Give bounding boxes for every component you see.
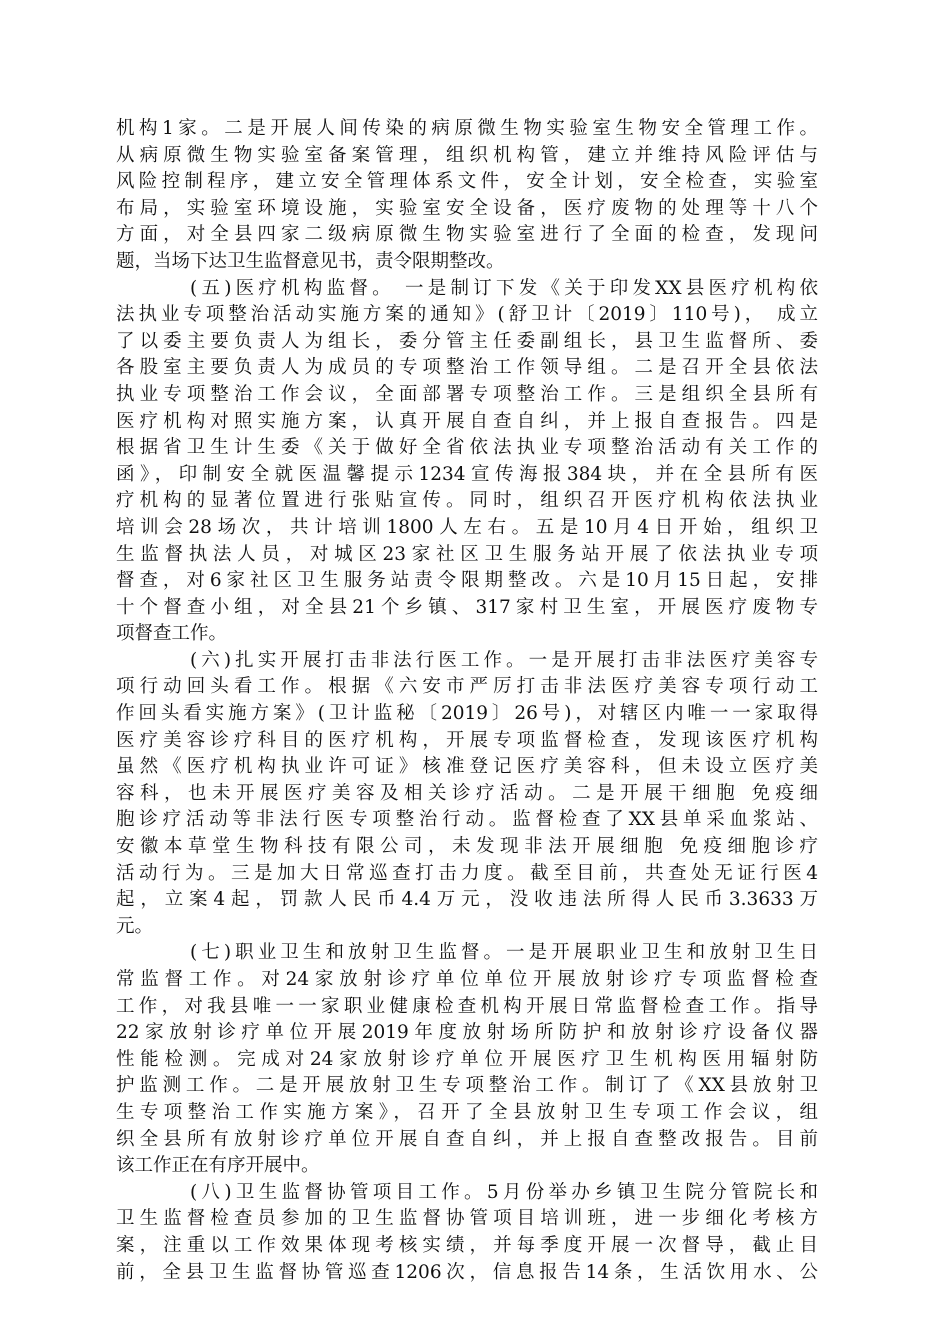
text-line: 护监测工作。二是开展放射卫生专项整治工作。制订了《XX县放射卫	[116, 1075, 818, 1097]
text-line: 题，当场下达卫生监督意见书，责令限期整改。	[116, 250, 505, 272]
text-line: 安徽本草堂生物科技有限公司，未发现非法开展细胞 免疫细胞诊疗	[116, 836, 818, 858]
text-line: 项督查工作。	[116, 623, 228, 645]
document-page	[116, 116, 818, 1286]
text-line: (七)职业卫生和放射卫生监督。一是开展职业卫生和放射卫生日	[190, 942, 819, 964]
text-line: 各股室主要负责人为成员的专项整治工作领导组。二是召开全县依法	[116, 357, 818, 379]
text-line: 织全县所有放射诊疗单位开展自查自纠，并上报自查整改报告。目前	[116, 1128, 818, 1150]
text-line: 生监督执法人员，对城区23家社区卫生服务站开展了依法执业专项	[116, 543, 818, 565]
text-line: 该工作正在有序开展中。	[116, 1155, 320, 1177]
text-line: 起，立案4起，罚款人民币4.4万元，没收违法所得人民币3.3633万	[116, 889, 818, 911]
text-line: (五)医疗机构监督。 一是制订下发《关于印发XX县医疗机构依	[190, 277, 818, 299]
text-line: 医疗机构对照实施方案，认真开展自查自纠，并上报自查报告。四是	[116, 410, 818, 432]
text-line: 医疗美容诊疗科目的医疗机构，开展专项监督检查，发现该医疗机构	[116, 729, 818, 751]
text-line: 容科，也未开展医疗美容及相关诊疗活动。二是开展干细胞 免疫细	[116, 782, 818, 804]
text-line: 督查，对6家社区卫生服务站责令限期整改。六是10月15日起，安排	[116, 570, 818, 592]
text-line: 作回头看实施方案》(卫计监秘〔2019〕26号)，对辖区内唯一一家取得	[116, 703, 818, 725]
text-line: 22家放射诊疗单位开展2019年度放射场所防护和放射诊疗设备仪器	[116, 1022, 818, 1044]
text-line: 生专项整治工作实施方案》，召开了全县放射卫生专项工作会议，组	[116, 1101, 818, 1123]
text-line: 卫生监督检查员参加的卫生监督协管项目培训班，进一步细化考核方	[116, 1208, 818, 1230]
text-line: 案，注重以工作效果体现考核实绩，并每季度开展一次督导，截止目	[116, 1234, 818, 1256]
text-line: (六)扎实开展打击非法行医工作。一是开展打击非法医疗美容专	[190, 649, 819, 671]
text-line: 工作，对我县唯一一家职业健康检查机构开展日常监督检查工作。指导	[116, 995, 818, 1017]
text-line: 机构1家。二是开展人间传染的病原微生物实验室生物安全管理工作。	[116, 118, 818, 139]
text-line: 疗机构的显著位置进行张贴宣传。同时，组织召开医疗机构依法执业	[116, 490, 818, 512]
text-line: 虽然《医疗机构执业许可证》核准登记医疗美容科，但未设立医疗美	[116, 756, 818, 778]
text-line: 前，全县卫生监督协管巡查1206次，信息报告14条，生活饮用水、公	[116, 1261, 818, 1283]
text-line: 培训会28场次，共计培训1800人左右。五是10月4日开始，组织卫	[116, 516, 818, 538]
text-line: 方面，对全县四家二级病原微生物实验室进行了全面的检查，发现问	[116, 224, 818, 246]
text-line: 风险控制程序，建立安全管理体系文件，安全计划，安全检查，实验室	[116, 171, 818, 193]
text-line: 活动行为。三是加大日常巡查打击力度。截至目前，共查处无证行医4	[116, 862, 818, 884]
text-line: 性能检测。完成对24家放射诊疗单位开展医疗卫生机构医用辐射防	[116, 1048, 818, 1070]
text-line: 函》，印制安全就医温馨提示1234宣传海报384块，并在全县所有医	[116, 463, 818, 485]
text-line: 项行动回头看工作。根据《六安市严厉打击非法医疗美容专项行动工	[116, 676, 818, 698]
text-line: 法执业专项整治活动实施方案的通知》(舒卫计〔2019〕110号)， 成立	[116, 304, 818, 326]
text-line: (八)卫生监督协管项目工作。5月份举办乡镇卫生院分管院长和	[190, 1181, 818, 1203]
text-line: 胞诊疗活动等非法行医专项整治行动。监督检查了XX县单采血浆站、	[116, 809, 818, 831]
text-line: 执业专项整治工作会议，全面部署专项整治工作。三是组织全县所有	[116, 383, 818, 405]
text-line: 常监督工作。对24家放射诊疗单位单位开展放射诊疗专项监督检查	[116, 969, 818, 990]
text-line: 十个督查小组，对全县21个乡镇、317家村卫生室，开展医疗废物专	[116, 596, 818, 618]
text-line: 了以委主要负责人为组长，委分管主任委副组长，县卫生监督所、委	[116, 330, 818, 352]
text-line: 从病原微生物实验室备案管理，组织机构管，建立并维持风险评估与	[116, 144, 818, 166]
text-line: 布局，实验室环境设施，实验室安全设备，医疗废物的处理等十八个	[116, 197, 818, 219]
text-line: 根据省卫生计生委《关于做好全省依法执业专项整治活动有关工作的	[116, 437, 818, 459]
text-line: 元。	[116, 915, 154, 937]
